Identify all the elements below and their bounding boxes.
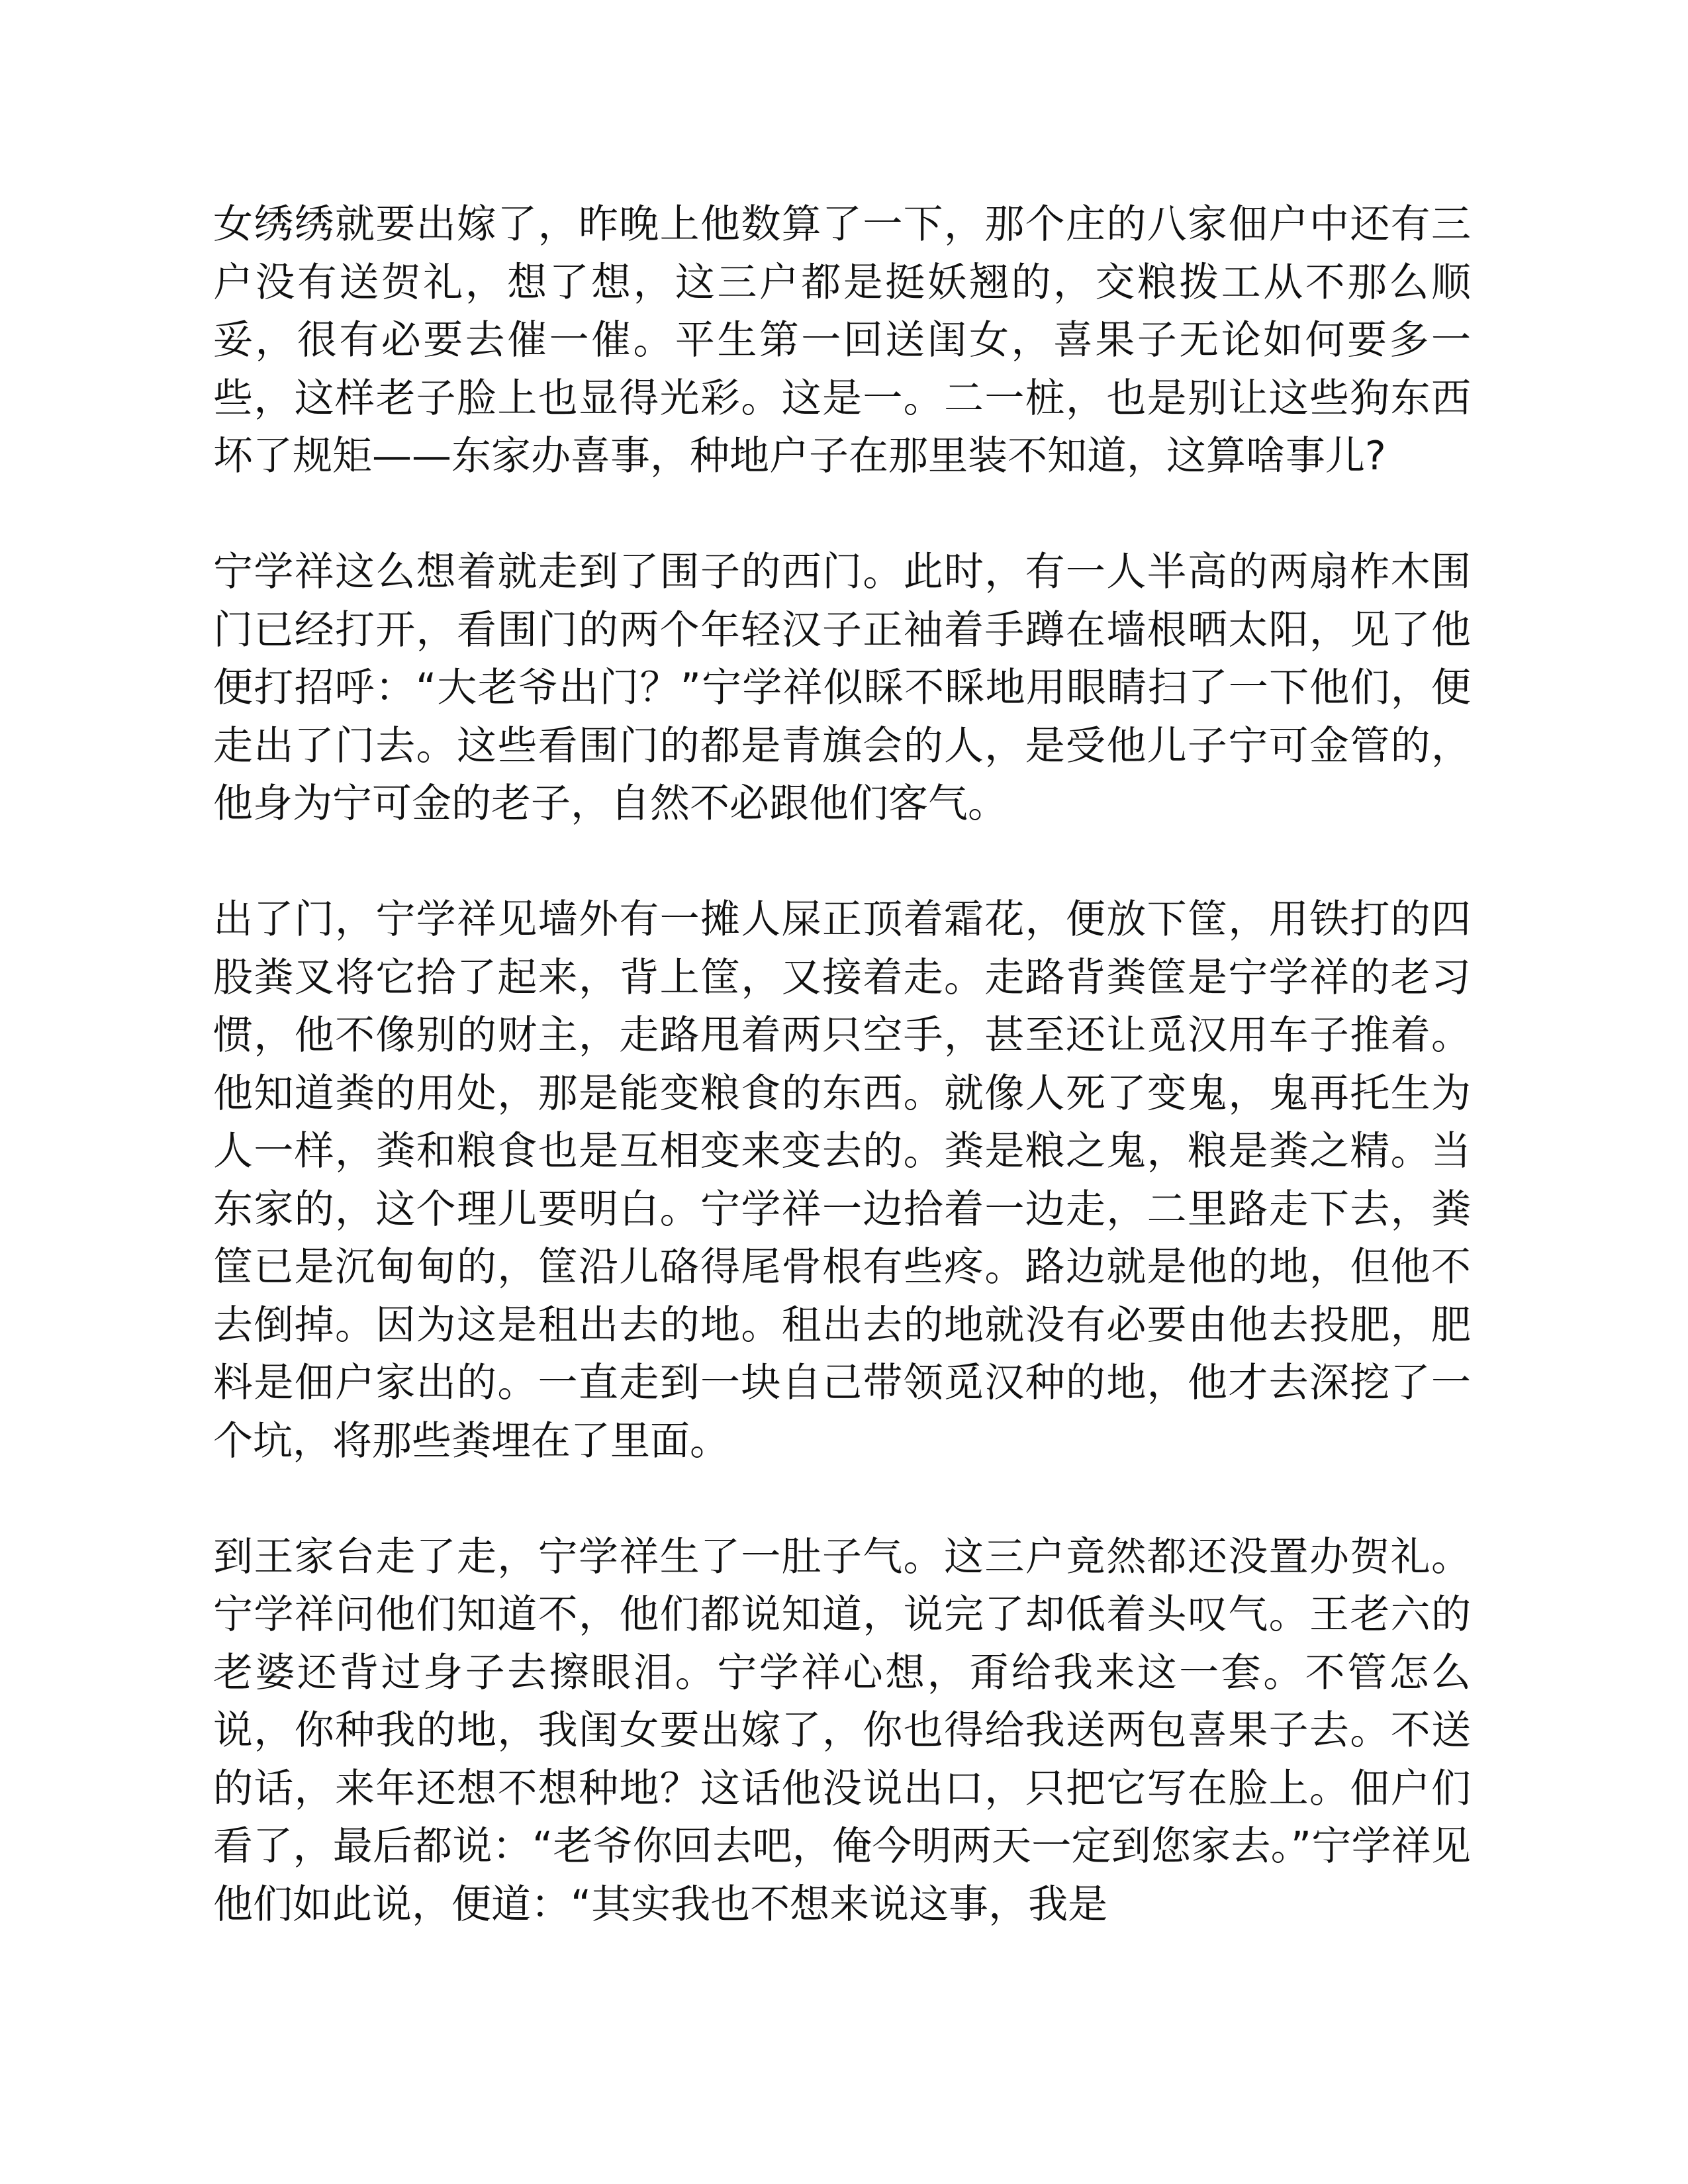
paragraph-4: 到王家台走了走，宁学祥生了一肚子气。这三户竟然都还没置办贺礼。宁学祥问他们知道不，他们都说知道，说完了却低着头叹气。王老六的老婆还背过身子去擦眼泪。宁学祥心想，甭给我来这一套。不管怎么说，你种我的地，我闺女要出嫁了，你也得给我送两包喜果子去。不送的话，来年还想不想种地？这话他没说出口，只把它写在脸上。佃户们看了，最后都说：“老爷你回去吧，俺今明两天一定到您家去。”宁学祥见他们如此说，便道：“其实我也不想来说这事，我是: [213, 1533, 1471, 1928]
paragraph-1: 女绣绣就要出嫁了，昨晚上他数算了一下，那个庄的八家佃户中还有三户没有送贺礼，想了想，这三户都是挺妖翘的，交粮拨工从不那么顺妥，很有必要去催一催。平生第一回送闺女，喜果子无论如何要多一些，这样老子脸上也显得光彩。这是一。二一桩，也是别让这些狗东西坏了规矩——东家办喜事，种地户子在那里装不知道，这算啥事儿?: [213, 201, 1471, 479]
paragraph-3: 出了门，宁学祥见墙外有一摊人屎正顶着霜花，便放下筐，用铁打的四股粪叉将它拾了起来，背上筐，又接着走。走路背粪筐是宁学祥的老习惯，他不像别的财主，走路甩着两只空手，甚至还让觅汉用车子推着。他知道粪的用处，那是能变粮食的东西。就像人死了变鬼，鬼再托生为人一样，粪和粮食也是互相变来变去的。粪是粮之鬼，粮是粪之精。当东家的，这个理儿要明白。宁学祥一边拾着一边走，二里路走下去，粪筐已是沉甸甸的，筐沿儿硌得尾骨根有些疼。路边就是他的地，但他不去倒掉。因为这是租出去的地。租出去的地就没有必要由他去投肥，肥料是佃户家出的。一直走到一块自己带领觅汉种的地，他才去深挖了一个坑，将那些粪埋在了里面。: [213, 896, 1471, 1464]
body-text: [213, 196, 1471, 1934]
paragraph-2: 宁学祥这么想着就走到了围子的西门。此时，有一人半高的两扇柞木围门已经打开，看围门的两个年轻汉子正袖着手蹲在墙根晒太阳，见了他便打招呼：“大老爷出门？”宁学祥似睬不睬地用眼睛扫了一下他们，便走出了门去。这些看围门的都是青旗会的人，是受他儿子宁可金管的，他身为宁可金的老子，自然不必跟他们客气。: [213, 549, 1471, 827]
